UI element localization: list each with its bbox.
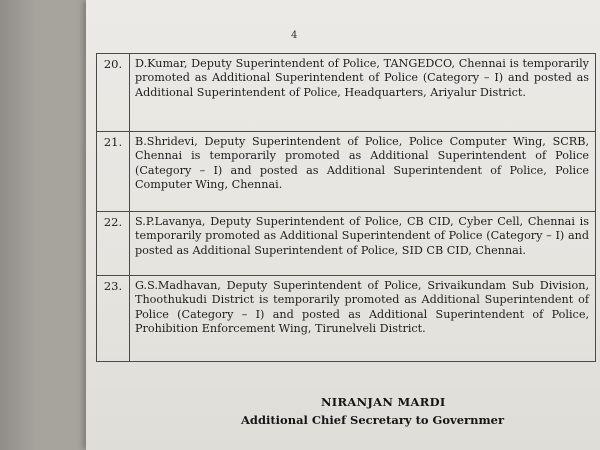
order-table — [96, 53, 596, 362]
entry-text: S.P.Lavanya, Deputy Superintendent of Police, CB CID, Cyber Cell, Chennai is temporarily promoted as Additional Superintendent of Police (Category – I) and posted as Additional Superintendent of Police, SID CB CID, Chennai. — [135, 215, 589, 257]
document-page — [86, 0, 600, 450]
table-row — [96, 54, 596, 132]
entry-number: 20. — [97, 54, 130, 131]
signatory-name: NIRANJAN MARDI — [321, 395, 446, 409]
signature-block — [241, 395, 504, 427]
entry-number: 21. — [97, 132, 130, 211]
entry-text: B.Shridevi, Deputy Superintendent of Police, Police Computer Wing, SCRB, Chennai is temporarily promoted as Additional Superintendent of Police (Category – I) and posted as Additional Superintendent of Police, Police Computer Wing, Chennai. — [135, 135, 589, 191]
entry-number: 23. — [97, 276, 130, 361]
signatory-title: Additional Chief Secretary to Governmer — [241, 413, 505, 427]
table-row — [96, 276, 596, 362]
table-row — [96, 132, 596, 212]
table-row — [96, 212, 596, 276]
page-number: 4 — [291, 30, 298, 41]
entry-number: 22. — [97, 212, 130, 275]
entry-text: D.Kumar, Deputy Superintendent of Police, TANGEDCO, Chennai is temporarily promoted as Additional Superintendent of Police (Category – I) and posted as Additional Superintendent of Police, Headquarters, Ariyalur District. — [135, 57, 589, 99]
entry-text: G.S.Madhavan, Deputy Superintendent of Police, Srivaikundam Sub Division, Thoothukudi District is temporarily promoted as Additional Superintendent of Police (Category – I) and posted as Additional Superintendent of Police, Prohibition Enforcement Wing, Tirunelveli District. — [135, 279, 589, 335]
